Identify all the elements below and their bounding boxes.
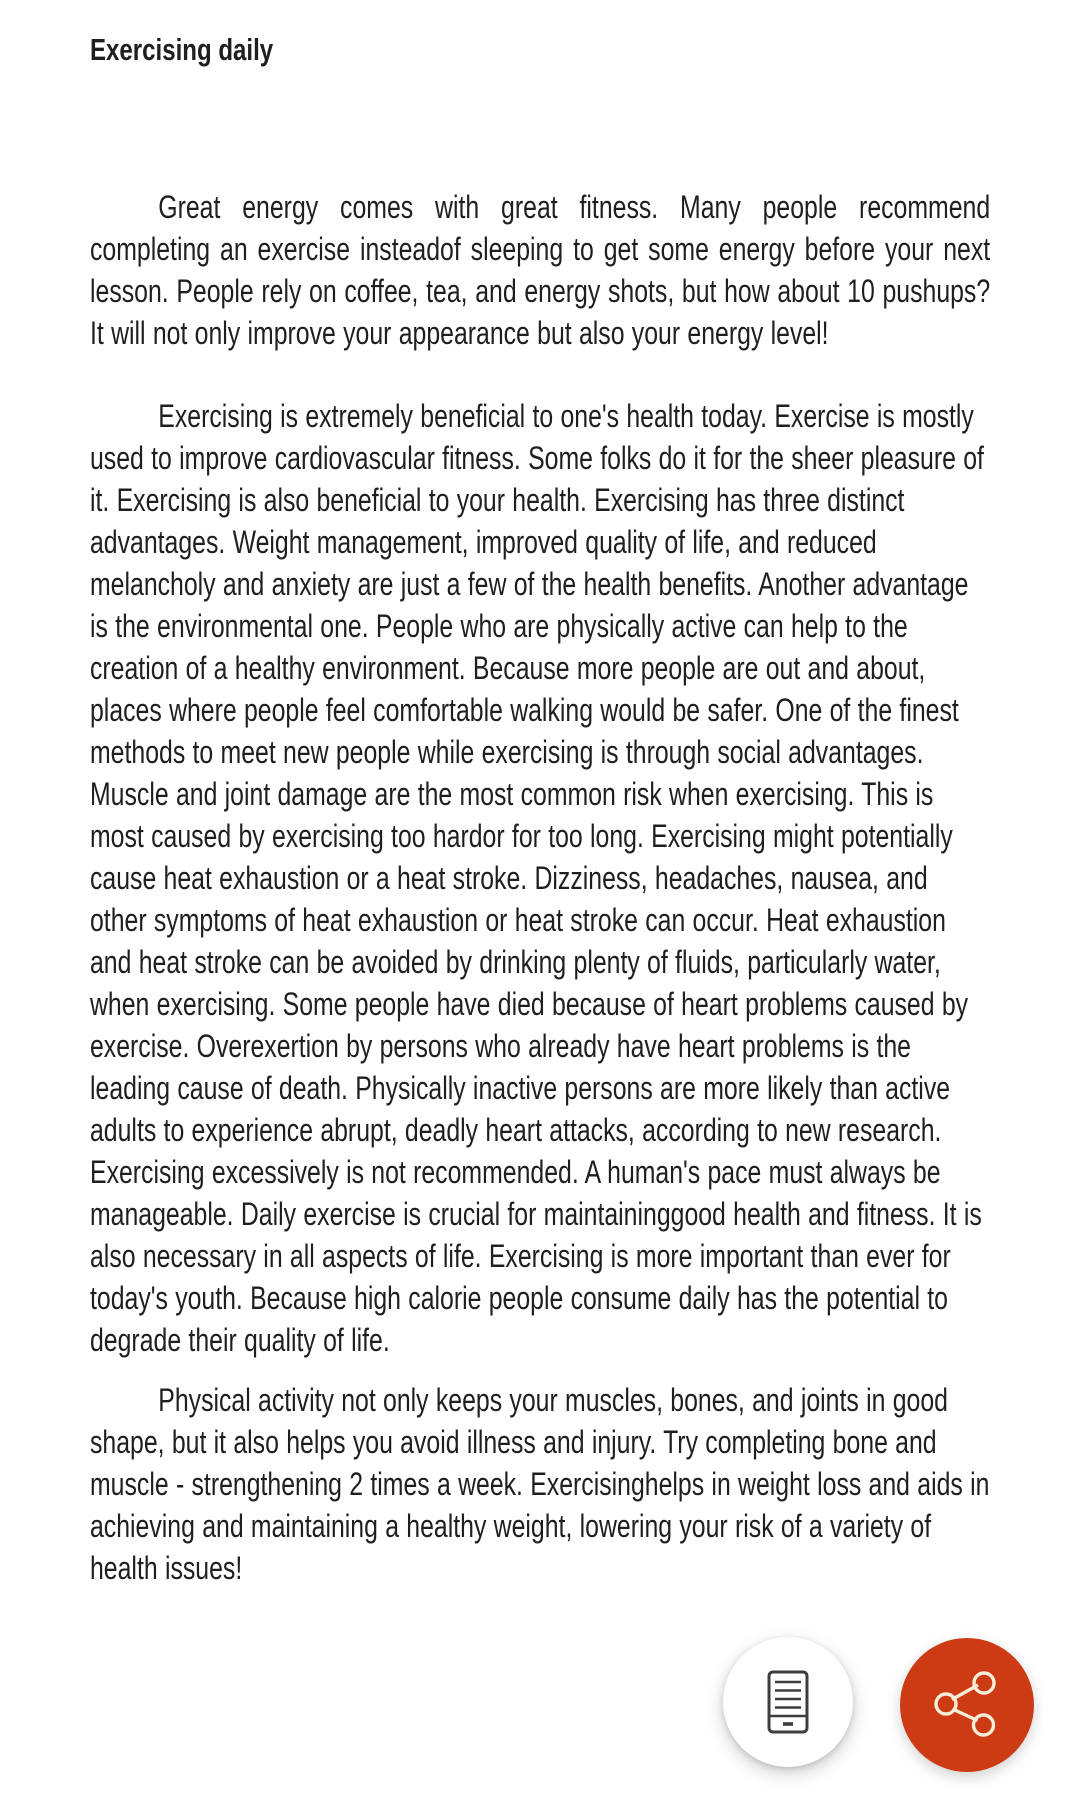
- mobile-document-icon: [723, 1637, 853, 1767]
- paragraph-conclusion: Physical activity not only keeps your muscles, bones, and joints in good shape, but it also helps you avoid illness and injury. Try completing bone and muscle - strengthening 2 times a week. Exercisinghelps in weight loss and aids in achieving and maintaining a healthy weight, lowering your risk of a variety of health issues!: [90, 1382, 990, 1586]
- paragraph-intro: Great energy comes with great fitness. Many people recommend completing an exercise insteadof sleeping to get some energy before your next lesson. People rely on coffee, tea, and energy shots, but how about 10 pushups? It will not only improve your appearance but also your energy level!: [90, 189, 991, 351]
- document-body: [90, 29, 990, 1589]
- mobile-view-button[interactable]: [723, 1637, 853, 1767]
- share-button[interactable]: [900, 1638, 1034, 1772]
- page-title: Exercising daily: [90, 32, 274, 67]
- paragraph-benefits: Exercising is extremely beneficial to one's health today. Exercise is mostly used to improve cardiovascular fitness. Some folks do it for the sheer pleasure of it. Exercising is also beneficial to your health. Exercising has three distinct advantages. Weight management, improved quality of life, and reduced melancholy and anxiety are just a few of the health benefits. Another advantage is the environmental one. People who are physically active can help to the creation of a healthy environment. Because more people are out and about, places where people feel comfortable walking would be safer. One of the finest methods to meet new people while exercising is through social advantages. Muscle and joint damage are the most common risk when exercising. This is most caused by exercising too hardor for too long. Exercising might potentially cause heat exhaustion or a heat stroke. Dizziness, headaches, nausea, and other symptoms of heat exhaustion or heat stroke can occur. Heat exhaustion and heat stroke can be avoided by drinking plenty of fluids, particularly water, when exercising. Some people have died because of heart problems caused by exercise. Overexertion by persons who already have heart problems is the leading cause of death. Physically inactive persons are more likely than active adults to experience abrupt, deadly heart attacks, according to new research. Exercising excessively is not recommended. A human's pace must always be manageable. Daily exercise is crucial for maintaininggood health and fitness. It is also necessary in all aspects of life. Exercising is more important than ever for today's youth. Because high calorie people consume daily has the potential to degrade their quality of life.: [90, 398, 984, 1358]
- share-icon: [900, 1638, 1034, 1772]
